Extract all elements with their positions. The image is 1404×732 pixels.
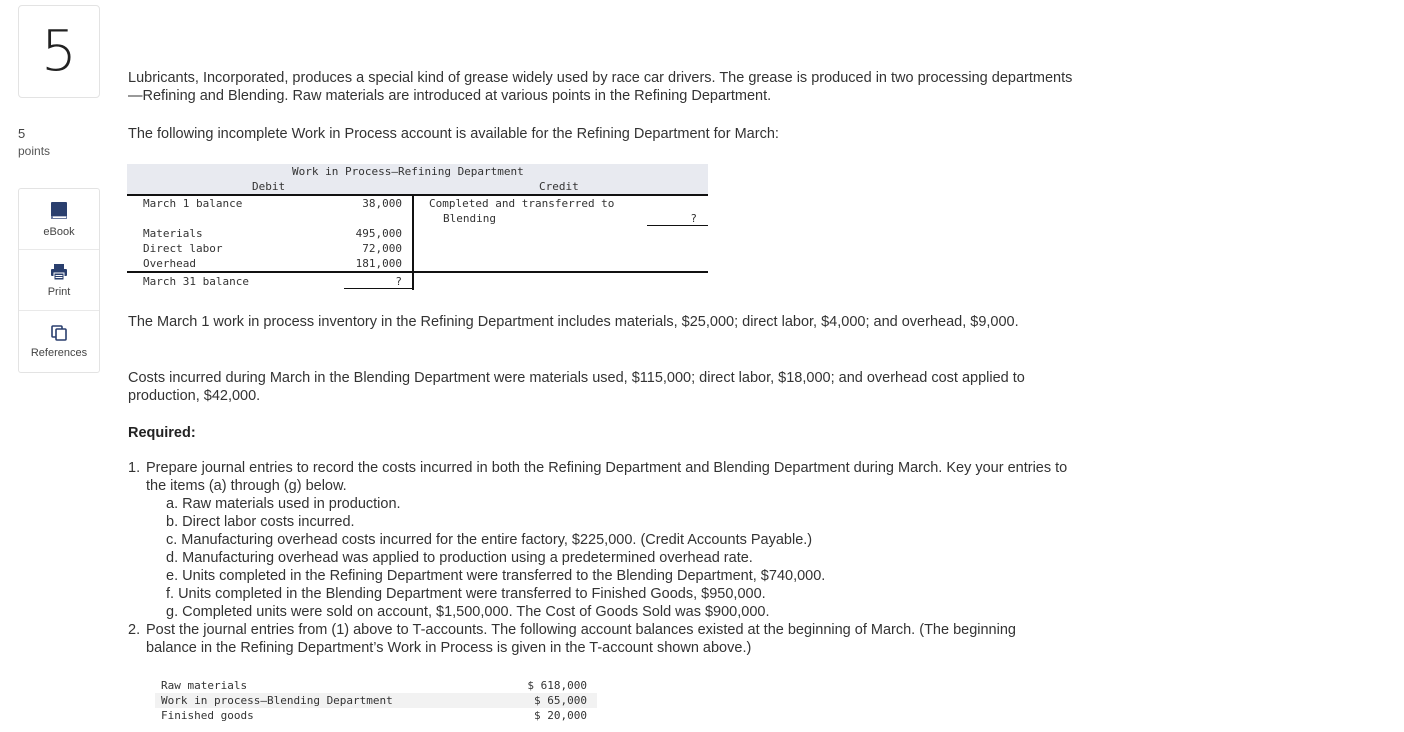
refining-t-account (127, 164, 708, 290)
item-c: c. Manufacturing overhead costs incurred for the entire factory, $225,000. (Credit Accounts Payable.) (166, 532, 813, 548)
debit-header: Debit (252, 180, 286, 193)
required-heading: Required: (128, 425, 196, 441)
debit-amount-overhead: 181,000 (355, 257, 402, 270)
t-account-balance-rule (127, 271, 708, 273)
tools-panel (18, 188, 100, 373)
debit-label-march1: March 1 balance (143, 197, 243, 210)
blending-paragraph: Costs incurred during March in the Blending Department were materials used, $115,000; direct labor, $18,000; and overhead cost applied to production, $42,000. (128, 370, 1025, 404)
debit-label-materials: Materials (143, 227, 203, 240)
credit-header: Credit (539, 180, 579, 193)
debit-amount-march1: 38,000 (362, 197, 402, 210)
requirements-list (128, 459, 1068, 657)
ebook-button[interactable] (19, 189, 99, 250)
item-d: d. Manufacturing overhead was applied to production using a predetermined overhead rate. (166, 550, 753, 566)
requirement-1-text: Prepare journal entries to record the costs incurred in both the Refining Department and Blending Department during March. Key your entries to the items (a) through (g) below. (146, 460, 1068, 494)
debit-amount-direct-labor: 72,000 (362, 242, 402, 255)
beginning-balances-table (155, 678, 597, 723)
printer-icon (50, 263, 68, 286)
requirement-2-number: 2. (128, 622, 141, 638)
copy-icon (50, 324, 68, 347)
requirement-1 (128, 459, 1068, 621)
item-e: e. Units completed in the Refining Department were transferred to the Blending Department, $740,000. (166, 568, 826, 584)
item-a: a. Raw materials used in production. (166, 496, 401, 512)
balance-row (155, 693, 597, 708)
references-label: References (30, 347, 88, 359)
intro-paragraph: Lubricants, Incorporated, produces a special kind of grease widely used by race car drivers. The grease is produced in two processing departments—Refining and Blending. Raw materials are introduced at various points in the Refining Department. (128, 70, 1073, 104)
t-account-top-rule (127, 194, 708, 196)
credit-label-line2: Blending (443, 212, 496, 225)
ending-balance-amount: ? (395, 275, 402, 288)
references-button[interactable] (19, 311, 99, 372)
debit-label-overhead: Overhead (143, 257, 196, 270)
t-account-title: Work in Process—Refining Department (292, 165, 524, 178)
question-number: 5 (41, 19, 77, 84)
inventory-paragraph: The March 1 work in process inventory in the Refining Department includes materials, $25,000; direct labor, $4,000; and overhead, $9,000. (128, 314, 1019, 330)
ending-balance-underline (344, 288, 412, 289)
item-f: f. Units completed in the Blending Department were transferred to Finished Goods, $950,000. (166, 586, 766, 602)
credit-label-line1: Completed and transferred to (429, 197, 615, 210)
balance-amount: $ 618,000 (527, 679, 587, 692)
points-label: points (18, 144, 51, 158)
t-account-center-rule (412, 194, 414, 290)
balance-name: Raw materials (161, 679, 248, 692)
requirement-2 (128, 621, 1068, 657)
item-g: g. Completed units were sold on account, $1,500,000. The Cost of Goods Sold was $900,000. (166, 604, 770, 620)
print-button[interactable] (19, 250, 99, 311)
balance-name: Finished goods (161, 709, 254, 722)
balance-row (155, 678, 597, 693)
item-b: b. Direct labor costs incurred. (166, 514, 355, 530)
balance-amount: $ 65,000 (534, 694, 587, 707)
balance-name: Work in process—Blending Department (161, 694, 393, 707)
print-label: Print (47, 285, 71, 298)
balance-row (155, 708, 597, 723)
credit-amount: ? (690, 212, 697, 225)
book-icon (50, 201, 68, 226)
requirement-1-number: 1. (128, 460, 141, 476)
debit-label-direct-labor: Direct labor (143, 242, 223, 255)
credit-amount-underline (647, 225, 708, 226)
balance-amount: $ 20,000 (534, 709, 587, 722)
intro-sentence: The following incomplete Work in Process account is available for the Refining Department for March: (128, 126, 779, 142)
question-number-card (18, 5, 100, 98)
ebook-label: eBook (43, 225, 75, 238)
ending-balance-label: March 31 balance (143, 275, 249, 288)
debit-amount-materials: 495,000 (355, 227, 402, 240)
requirement-2-text: Post the journal entries from (1) above to T-accounts. The following account balances existed at the beginning of March. (The beginning balance in the Refining Department’s Work in Process is given in the T-account shown above.) (146, 622, 1016, 656)
points-value: 5 (18, 126, 26, 141)
